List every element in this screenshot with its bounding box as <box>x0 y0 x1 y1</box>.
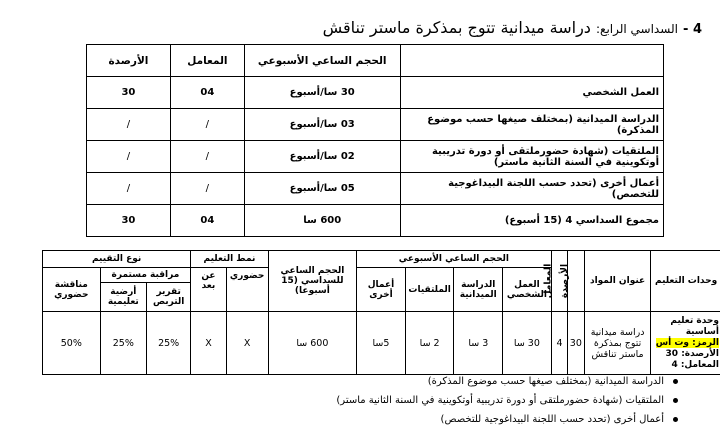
table-row <box>87 141 664 173</box>
teaching-units-table <box>42 250 720 375</box>
row-coefficient: 04 <box>170 77 244 109</box>
header-weekly-hours: الحجم الساعي الأسبوعي <box>357 251 552 268</box>
header-credits-label: الأرصدة <box>559 263 570 299</box>
row-credits: / <box>87 141 171 173</box>
row-coefficient: / <box>170 141 244 173</box>
table-header-row <box>43 251 720 268</box>
row-weekly-hours: 05 سا/أسبوع <box>244 173 400 205</box>
header-semester-hours: الحجم الساعي للسداسي (15 أسبوعا) <box>268 251 356 312</box>
row-coefficient: / <box>170 173 244 205</box>
header-weekly-hours: الحجم الساعي الأسبوعي <box>244 45 400 77</box>
notes-list <box>336 372 678 429</box>
header-internship-report: تقرير التربص <box>147 283 191 312</box>
table-header-row <box>87 45 664 77</box>
row-weekly-hours: 03 سا/أسبوع <box>244 109 400 141</box>
header-credits: الأرصدة <box>87 45 171 77</box>
row-description: العمل الشخصي <box>400 77 663 109</box>
unit-cell <box>651 312 720 375</box>
section-heading <box>300 18 702 37</box>
row-credits: / <box>87 173 171 205</box>
header-seminars: الملتقيات <box>405 268 454 312</box>
unit-code: الرمز: وت أس <box>655 337 719 348</box>
row-credits: / <box>87 109 171 141</box>
table-row <box>87 109 664 141</box>
row-description: الدراسة الميدانية (بمختلف صيغها حسب موضوع المذكرة) <box>400 109 663 141</box>
header-credits <box>559 251 585 312</box>
header-personal-work: العمل الشخصي <box>503 268 552 312</box>
table-row <box>43 312 720 375</box>
in-person-value: X <box>226 312 268 375</box>
header-course-title: عنوان المواد <box>584 251 650 312</box>
header-coefficient-label: المعامل <box>543 263 554 299</box>
header-educational-platform: أرضية تعليمية <box>100 283 146 312</box>
table-row <box>87 173 664 205</box>
credits-value: 30 <box>568 312 585 375</box>
row-credits: 30 <box>87 205 171 237</box>
unit-coefficient: المعامل: 4 <box>671 359 719 370</box>
row-description: أعمال أخرى (تحدد حسب اللجنة البيداغوجية للتخصص) <box>400 173 663 205</box>
field-study-value: 3 سا <box>454 312 503 375</box>
personal-work-value: 30 سا <box>503 312 552 375</box>
semester-summary-table <box>86 44 664 237</box>
row-coefficient: / <box>170 109 244 141</box>
semester-hours-value: 600 سا <box>268 312 356 375</box>
header-in-person: حضوري <box>226 268 268 312</box>
course-title: دراسة ميدانية تتوج بمذكرة ماستر تناقش <box>584 312 650 375</box>
list-item: أعمال أخرى (تحدد حسب اللجنة البيداغوجية للتخصص) <box>336 410 664 429</box>
unit-name: وحدة تعليم أساسية <box>670 315 719 337</box>
section-label: السداسي الرابع: <box>596 22 678 36</box>
row-description: مجموع السداسي 4 (15 أسبوع) <box>400 205 663 237</box>
internship-report-value: 25% <box>147 312 191 375</box>
header-other-work: أعمال أخرى <box>357 268 406 312</box>
list-item: الدراسة الميدانية (بمختلف صيغها حسب موضوع المذكرة) <box>336 372 664 391</box>
remote-value: X <box>191 312 226 375</box>
table-total-row <box>87 205 664 237</box>
row-weekly-hours: 02 سا/أسبوع <box>244 141 400 173</box>
header-units: وحدات التعليم <box>651 251 720 312</box>
header-description <box>400 45 663 77</box>
header-remote: عن بعد <box>191 268 226 312</box>
section-number: 4 - <box>683 22 702 37</box>
list-item: الملتقيات (شهادة حضورملتقى أو دورة تدريبية أوتكوينية في السنة الثانية ماستر) <box>336 391 664 410</box>
row-description: الملتقيات (شهادة حضورملتقى أو دورة تدريبية أوتكوينية في السنة الثانية ماستر) <box>400 141 663 173</box>
coefficient-value: 4 <box>551 312 568 375</box>
section-title: دراسة ميدانية تتوج بمذكرة ماستر تناقش <box>322 18 591 37</box>
row-weekly-hours: 600 سا <box>244 205 400 237</box>
row-coefficient: 04 <box>170 205 244 237</box>
in-person-defense-value: 50% <box>43 312 101 375</box>
table-row <box>87 77 664 109</box>
header-continuous-monitoring: مراقبة مستمرة <box>100 268 191 283</box>
header-evaluation-type: نوع التقييم <box>43 251 191 268</box>
unit-credits: الأرصدة: 30 <box>665 348 719 359</box>
header-coefficient: المعامل <box>170 45 244 77</box>
other-work-value: 5سا <box>357 312 406 375</box>
row-credits: 30 <box>87 77 171 109</box>
row-weekly-hours: 30 سا/أسبوع <box>244 77 400 109</box>
seminars-value: 2 سا <box>405 312 454 375</box>
educational-platform-value: 25% <box>100 312 146 375</box>
header-teaching-mode: نمط التعليم <box>191 251 268 268</box>
header-in-person-defense: مناقشة حضوري <box>43 268 101 312</box>
header-field-study: الدراسة الميدانية <box>454 268 503 312</box>
